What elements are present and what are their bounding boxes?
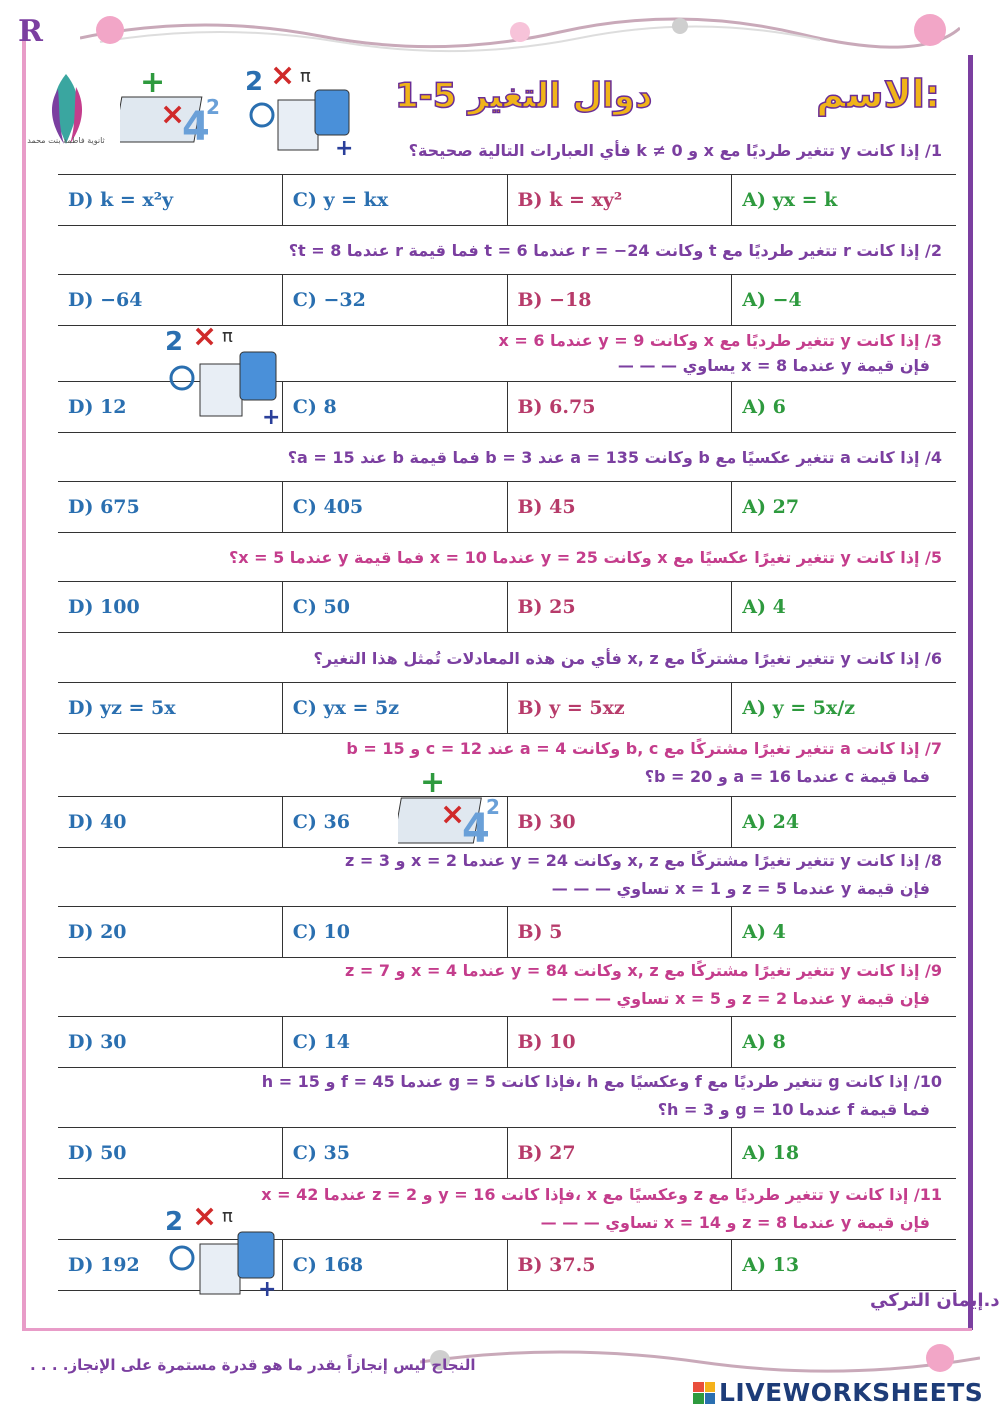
question-3-text-line2: فإن قيمة y عندما x = 8 يساوي — — —	[617, 356, 930, 375]
option-d[interactable]: D) k = x²y	[68, 189, 174, 211]
option-a[interactable]: A) 27	[731, 482, 956, 532]
svg-text:+: +	[262, 405, 281, 430]
option-d[interactable]: D) 50	[68, 1142, 127, 1164]
frame-right-border	[968, 55, 973, 1330]
option-d[interactable]: D) 20	[68, 921, 127, 943]
svg-text:π: π	[300, 66, 311, 87]
option-a[interactable]: A) 8	[731, 1017, 956, 1067]
option-b[interactable]: B) −18	[507, 275, 732, 325]
option-d[interactable]: D) −64	[68, 289, 143, 311]
logo-caption: ثانوية فاطمة بنت محمد	[27, 136, 105, 145]
question-9-text: 9/ إذا كانت y تتغير تغيرًا مشتركًا مع x, z وكانت y = 84 عندما x = 4 و z = 7	[344, 961, 942, 980]
question-8-text: 8/ إذا كانت y تتغير تغيرًا مشتركًا مع x, z وكانت y = 24 عندما x = 2 و z = 3	[344, 851, 942, 870]
option-a[interactable]: A) −4	[731, 275, 956, 325]
svg-text:4: 4	[182, 104, 210, 150]
svg-text:2: 2	[165, 327, 184, 357]
question-3-text: 3/ إذا كانت y تتغير طرديًا مع x وكانت y = 9 عندما x = 6	[498, 331, 942, 350]
svg-text:2: 2	[165, 1207, 184, 1237]
question-2-text: 2/ إذا كانت r تتغير طرديًا مع t وكانت r = −24 عندما t = 6 فما قيمة r عندما t = 8؟	[288, 241, 942, 260]
liveworksheets-brand[interactable]	[693, 1378, 983, 1407]
math-book-icon	[120, 62, 225, 152]
question-2-options	[58, 274, 956, 326]
name-label: الاسم:	[816, 72, 940, 116]
option-d[interactable]: D) 100	[68, 596, 140, 618]
question-11-text-line2: فإن قيمة y عندما z = 8 و x = 14 تساوي — — —	[540, 1213, 930, 1232]
option-c[interactable]: C) −32	[282, 275, 507, 325]
option-d[interactable]: D) 192	[68, 1254, 140, 1276]
option-c[interactable]: C) 405	[282, 482, 507, 532]
option-d[interactable]: D) 675	[68, 496, 140, 518]
svg-text:2: 2	[206, 95, 220, 119]
svg-text:+: +	[335, 136, 354, 160]
option-b[interactable]: B) 30	[507, 797, 732, 847]
option-c[interactable]: C) 50	[282, 582, 507, 632]
option-c[interactable]: C) 36	[282, 797, 507, 847]
svg-text:×: ×	[440, 797, 466, 832]
option-a[interactable]: A) 4	[731, 907, 956, 957]
bottom-floral-border	[420, 1340, 980, 1380]
question-7-text: 7/ إذا كانت a تتغير تغيرًا مشتركًا مع b, c وكانت a = 4 عند c = 12 و b = 15	[346, 739, 942, 758]
option-a[interactable]: A) 4	[731, 582, 956, 632]
svg-text:π: π	[222, 326, 233, 347]
question-6-text: 6/ إذا كانت y تتغير تغيرًا مشتركًا مع x, z فأي من هذه المعادلات تُمثل هذا التغير؟	[313, 649, 942, 668]
question-8-text-line2: فإن قيمة y عندما z = 5 و x = 1 تساوي — — —	[551, 879, 930, 898]
option-b[interactable]: B) 6.75	[507, 382, 732, 432]
svg-text:×: ×	[192, 1200, 218, 1234]
option-c[interactable]: C) 8	[282, 382, 507, 432]
svg-text:4: 4	[462, 806, 490, 852]
page-title: 1-5 دوال التغير	[395, 76, 653, 116]
top-floral-border	[80, 8, 960, 53]
svg-text:+: +	[140, 65, 166, 100]
option-b[interactable]: B) 25	[507, 582, 732, 632]
brand-name: LIVEWORKSHEETS	[719, 1378, 984, 1407]
math-calculator-icon	[160, 1200, 280, 1298]
option-b[interactable]: B) 10	[507, 1017, 732, 1067]
question-1-text: 1/ إذا كانت y تتغير طرديًا مع x و k ≠ 0 فأي العبارات التالية صحيحة؟	[408, 141, 942, 160]
question-5-text: 5/ إذا كانت y تتغير تغيرًا عكسيًا مع x وكانت y = 25 عندما x = 10 فما قيمة y عندما x = 5؟	[228, 548, 942, 567]
frame-left-border	[22, 40, 26, 1330]
question-7-text-line2: فما قيمة c عندما a = 16 و b = 20؟	[644, 767, 930, 786]
svg-text:×: ×	[192, 320, 218, 354]
option-b[interactable]: B) k = xy²	[507, 175, 732, 225]
question-11-text: 11/ إذا كانت y تتغير طرديًا مع z وعكسيًا مع x ،فإذا كانت y = 16 و z = 2 عندما x = 42	[261, 1185, 942, 1204]
svg-text:+: +	[258, 1277, 277, 1298]
option-c[interactable]: C) 14	[282, 1017, 507, 1067]
svg-text:π: π	[222, 1206, 233, 1227]
liveworksheets-logo-icon	[693, 1382, 715, 1404]
option-a[interactable]: A) yx = k	[731, 175, 956, 225]
option-d[interactable]: D) 40	[68, 811, 127, 833]
question-9-options	[58, 1016, 956, 1068]
option-b[interactable]: B) 27	[507, 1128, 732, 1178]
teacher-signature: د.إيمان التركي	[870, 1290, 1000, 1311]
option-b[interactable]: B) y = 5xz	[507, 683, 732, 733]
option-a[interactable]: A) 6	[731, 382, 956, 432]
svg-text:2: 2	[486, 795, 500, 819]
question-10-text-line2: فما قيمة f عندما g = 10 و h = 3؟	[657, 1100, 930, 1119]
question-10-options	[58, 1127, 956, 1179]
option-c[interactable]: C) 10	[282, 907, 507, 957]
option-a[interactable]: A) y = 5x/z	[731, 683, 956, 733]
option-b[interactable]: B) 37.5	[507, 1240, 732, 1290]
option-b[interactable]: B) 45	[507, 482, 732, 532]
option-c[interactable]: C) 168	[282, 1240, 507, 1290]
svg-text:×: ×	[270, 60, 296, 93]
question-5-options	[58, 581, 956, 633]
question-4-text: 4/ إذا كانت a تتغير عكسيًا مع b وكانت a = 135 عند b = 3 فما قيمة b عند a = 15؟	[287, 448, 942, 467]
svg-text:×: ×	[160, 97, 186, 132]
option-a[interactable]: A) 13	[731, 1240, 956, 1290]
option-d[interactable]: D) 30	[68, 1031, 127, 1053]
option-d[interactable]: D) 12	[68, 396, 127, 418]
option-c[interactable]: C) yx = 5z	[282, 683, 507, 733]
question-1-options	[58, 174, 956, 226]
math-calculator-icon	[160, 320, 285, 430]
question-8-options	[58, 906, 956, 958]
option-d[interactable]: D) yz = 5x	[68, 697, 176, 719]
option-c[interactable]: C) y = kx	[282, 175, 507, 225]
math-book-icon	[398, 760, 508, 852]
school-logo: R ثانوية فاطمة بنت محمد	[18, 14, 103, 154]
svg-text:+: +	[420, 765, 446, 800]
option-b[interactable]: B) 5	[507, 907, 732, 957]
question-6-options	[58, 682, 956, 734]
question-4-options	[58, 481, 956, 533]
math-calculator-icon	[240, 60, 355, 160]
question-9-text-line2: فإن قيمة y عندما z = 2 و x = 5 تساوي — — —	[551, 989, 930, 1008]
svg-text:2: 2	[245, 67, 264, 97]
question-10-text: 10/ إذا كانت g تتغير طرديًا مع f وعكسيًا مع h ،فإذا كانت g = 5 عندما f = 45 و h = 15	[261, 1072, 942, 1091]
option-c[interactable]: C) 35	[282, 1128, 507, 1178]
option-a[interactable]: A) 18	[731, 1128, 956, 1178]
footer-quote: النجاح ليس إنجازاً بقدر ما هو قدرة مستمرة على الإنجاز. . . .	[30, 1356, 476, 1374]
frame-bottom-border	[22, 1328, 972, 1331]
option-a[interactable]: A) 24	[731, 797, 956, 847]
